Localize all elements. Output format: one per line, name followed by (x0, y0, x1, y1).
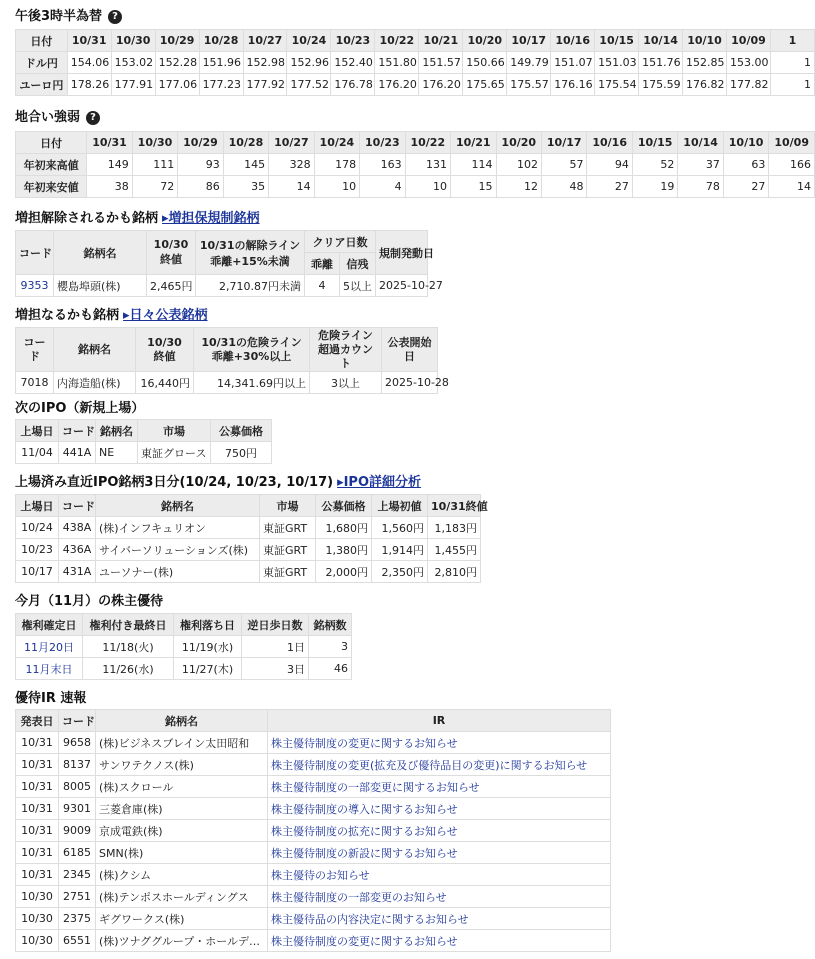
value-cell: 152.40 (331, 52, 375, 74)
table-row (16, 864, 611, 886)
value-cell: 175.54 (595, 74, 639, 96)
date-column-header: 10/30 (111, 30, 155, 52)
recent-ipo-table (15, 494, 488, 583)
yutai-month-table (15, 613, 352, 680)
link-cell[interactable] (268, 776, 611, 798)
table-row (16, 820, 611, 842)
header-row (16, 495, 481, 517)
zoutan-release-title: 増担解除されるかも銘柄 (15, 211, 159, 226)
value-cell: (株)ビジネスブレイン太田昭和 (96, 732, 268, 754)
date-column-header: 10/17 (541, 132, 586, 154)
value-cell: 102 (496, 154, 541, 176)
zoutan-maybe-section-title (15, 304, 208, 323)
value-cell: 436A (59, 539, 96, 561)
value-cell: 11/19(水) (174, 636, 242, 658)
value-cell: 10/31 (16, 864, 59, 886)
table-row (16, 561, 481, 583)
strength-title: 地合い強弱 (15, 110, 81, 125)
date-column-header: 10/20 (496, 132, 541, 154)
header-row (16, 614, 352, 636)
value-cell: 東証GRT (260, 561, 316, 583)
value-cell: 177.82 (727, 74, 771, 96)
link-cell[interactable] (16, 658, 83, 680)
value-cell: 15 (451, 176, 496, 198)
value-cell: 8137 (59, 754, 96, 776)
fx-title: 午後3時半為替 (15, 9, 103, 24)
date-column-header: 10/23 (360, 132, 405, 154)
value-cell: 152.98 (243, 52, 287, 74)
value-cell: 78 (678, 176, 723, 198)
recent-ipo-section-title (15, 471, 421, 490)
row-label: ドル円 (16, 52, 68, 74)
header-row (16, 420, 272, 442)
next-ipo-table (15, 419, 272, 464)
column-header: 市場 (138, 420, 211, 442)
column-header: 権利確定日 (16, 614, 83, 636)
column-header: 銘柄数 (309, 614, 352, 636)
column-header: コード (59, 710, 96, 732)
value-cell: 38 (87, 176, 132, 198)
stock-name-cell: 櫻島埠頭(株) (54, 275, 147, 297)
value-cell: 57 (541, 154, 586, 176)
column-header: 上場日 (16, 420, 59, 442)
value-cell: 177.23 (199, 74, 243, 96)
value-cell: 151.96 (199, 52, 243, 74)
fx-section-title (15, 5, 122, 24)
table-row (16, 442, 272, 464)
value-cell: 1,380円 (316, 539, 372, 561)
col-close: 10/30 終値 (136, 328, 194, 372)
value-cell: 175.59 (639, 74, 683, 96)
strength-section-title (15, 106, 100, 125)
value-cell: 152.96 (287, 52, 331, 74)
table-row (16, 74, 815, 96)
value-cell: 166 (769, 154, 815, 176)
value-cell: 10/30 (16, 930, 59, 952)
value-cell: 27 (587, 176, 632, 198)
value-cell: 11/26(水) (83, 658, 174, 680)
table-link[interactable]: 株主優待制度の新設に関するお知らせ (271, 846, 458, 860)
value-cell: 175.65 (463, 74, 507, 96)
date-column-header: 10/24 (287, 30, 331, 52)
value-cell: サンワテクノス(株) (96, 754, 268, 776)
column-header: 公募価格 (211, 420, 272, 442)
date-header: 日付 (16, 132, 87, 154)
value-cell: NE (96, 442, 138, 464)
value-cell: 52 (632, 154, 677, 176)
value-cell: 東証グロース (138, 442, 211, 464)
value-cell: 151.80 (375, 52, 419, 74)
value-cell: 1 (770, 74, 814, 96)
value-cell: 京成電鉄(株) (96, 820, 268, 842)
date-column-header: 10/14 (639, 30, 683, 52)
header-row (16, 30, 815, 52)
zoutan-maybe-title: 増担なるかも銘柄 (15, 308, 120, 323)
column-header: コード (59, 420, 96, 442)
date-column-header: 10/16 (587, 132, 632, 154)
value-cell: 152.85 (683, 52, 727, 74)
date-header: 日付 (16, 30, 68, 52)
value-cell: 48 (541, 176, 586, 198)
value-cell: 152.28 (155, 52, 199, 74)
table-link[interactable]: 株主優待制度の変更(拡充及び優待品目の変更)に関するお知らせ (271, 758, 588, 772)
value-cell: 1,455円 (428, 539, 481, 561)
value-cell: ユーソナー(株) (96, 561, 260, 583)
yutai-ir-section-title: 優待IR 速報 (15, 691, 87, 706)
stock-name-cell: 内海造船(株) (54, 372, 136, 394)
value-cell: (株)インフキュリオン (96, 517, 260, 539)
value-cell: 175.57 (507, 74, 551, 96)
value-cell: 114 (451, 154, 496, 176)
value-cell: 46 (309, 658, 352, 680)
value-cell: 93 (178, 154, 223, 176)
date-column-header: 10/15 (595, 30, 639, 52)
column-header: 銘柄名 (96, 495, 260, 517)
value-cell: 131 (405, 154, 450, 176)
date-column-header: 10/17 (507, 30, 551, 52)
col-clear-days: クリア日数 (305, 231, 376, 253)
table-row (16, 539, 481, 561)
value-cell: 177.52 (287, 74, 331, 96)
value-cell: 1,183円 (428, 517, 481, 539)
column-header: 銘柄名 (96, 710, 268, 732)
col-code: コード (16, 328, 54, 372)
shinzan-cell: 5以上 (340, 275, 376, 297)
link-cell[interactable] (268, 886, 611, 908)
value-cell: (株)クシム (96, 864, 268, 886)
table-row (16, 798, 611, 820)
value-cell: 328 (269, 154, 314, 176)
date-column-header: 10/27 (269, 132, 314, 154)
value-cell: 10 (314, 176, 359, 198)
value-cell: 10/31 (16, 820, 59, 842)
date-column-header: 10/29 (155, 30, 199, 52)
value-cell: 438A (59, 517, 96, 539)
col-exceed-count: 危険ライン 超過カウント (310, 328, 382, 372)
stock-code-cell[interactable] (16, 275, 54, 297)
value-cell: 10/24 (16, 517, 59, 539)
table-row (16, 275, 428, 297)
value-cell: 154.06 (67, 52, 111, 74)
value-cell: 441A (59, 442, 96, 464)
value-cell: 11/27(木) (174, 658, 242, 680)
value-cell: 151.76 (639, 52, 683, 74)
value-cell: 2,000円 (316, 561, 372, 583)
link-cell[interactable] (268, 842, 611, 864)
table-row (16, 754, 611, 776)
value-cell: 63 (723, 154, 768, 176)
value-cell: 14 (269, 176, 314, 198)
yutai-ir-table (15, 709, 611, 952)
column-header: 権利付き最終日 (83, 614, 174, 636)
table-link[interactable]: 11月20日 (24, 640, 74, 654)
table-row (16, 636, 352, 658)
value-cell: 2375 (59, 908, 96, 930)
value-cell: 72 (132, 176, 177, 198)
date-column-header: 10/10 (723, 132, 768, 154)
value-cell: 19 (632, 176, 677, 198)
table-link[interactable]: 株主優待制度の一部変更に関するお知らせ (271, 780, 480, 794)
table-row (16, 517, 481, 539)
value-cell: 1 (770, 52, 814, 74)
date-column-header: 10/23 (331, 30, 375, 52)
table-link[interactable]: 株主優待品の内容決定に関するお知らせ (271, 912, 469, 926)
row-label: 年初来高値 (16, 154, 87, 176)
value-cell: 東証GRT (260, 539, 316, 561)
value-cell: 27 (723, 176, 768, 198)
value-cell: 149.79 (507, 52, 551, 74)
date-column-header: 10/28 (223, 132, 268, 154)
value-cell: 86 (178, 176, 223, 198)
column-header: 上場日 (16, 495, 59, 517)
link-cell[interactable] (268, 798, 611, 820)
column-header: 公募価格 (316, 495, 372, 517)
table-row (16, 154, 815, 176)
date-column-header: 10/10 (683, 30, 727, 52)
value-cell: 9658 (59, 732, 96, 754)
zoutan-release-section-title (15, 207, 260, 226)
stock-code-link[interactable]: 9353 (20, 279, 49, 292)
value-cell: 12 (496, 176, 541, 198)
table-row (16, 842, 611, 864)
value-cell: 6551 (59, 930, 96, 952)
recent-ipo-title: 上場済み直近IPO銘柄3日分(10/24, 10/23, 10/17) (15, 475, 334, 490)
value-cell: 177.06 (155, 74, 199, 96)
table-row (16, 52, 815, 74)
value-cell: 10 (405, 176, 450, 198)
table-row (16, 732, 611, 754)
value-cell: 94 (587, 154, 632, 176)
table-link[interactable]: 株主優待制度の変更に関するお知らせ (271, 736, 458, 750)
date-column-header: 10/29 (178, 132, 223, 154)
value-cell: 177.92 (243, 74, 287, 96)
date-column-header: 10/22 (375, 30, 419, 52)
announce-date-cell: 2025-10-28 (382, 372, 438, 394)
value-cell: 11/04 (16, 442, 59, 464)
value-cell: 8005 (59, 776, 96, 798)
value-cell: 10/30 (16, 886, 59, 908)
date-column-header: 10/21 (451, 132, 496, 154)
release-line-cell: 2,710.87円未満 (196, 275, 305, 297)
value-cell: 10/31 (16, 754, 59, 776)
value-cell: 4 (360, 176, 405, 198)
date-column-header: 1 (770, 30, 814, 52)
value-cell: サイバーソリューションズ(株) (96, 539, 260, 561)
value-cell: 1日 (242, 636, 309, 658)
value-cell: 176.16 (551, 74, 595, 96)
link-cell[interactable] (268, 732, 611, 754)
col-code: コード (16, 231, 54, 275)
column-header: 逆日歩日数 (242, 614, 309, 636)
value-cell: 10/31 (16, 842, 59, 864)
value-cell: ギグワークス(株) (96, 908, 268, 930)
value-cell: 9301 (59, 798, 96, 820)
table-row (16, 930, 611, 952)
value-cell: 2345 (59, 864, 96, 886)
value-cell: 176.78 (331, 74, 375, 96)
value-cell: 6185 (59, 842, 96, 864)
value-cell: 145 (223, 154, 268, 176)
column-header: IR (268, 710, 611, 732)
link-cell[interactable] (16, 636, 83, 658)
value-cell: 10/31 (16, 732, 59, 754)
value-cell: 153.00 (727, 52, 771, 74)
value-cell: 10/17 (16, 561, 59, 583)
table-link[interactable]: 株主優待制度の変更に関するお知らせ (271, 934, 458, 948)
exceed-count-cell: 3以上 (310, 372, 382, 394)
kairi-cell: 4 (305, 275, 340, 297)
strength-table (15, 131, 815, 198)
help-icon[interactable]: ? (86, 111, 100, 125)
date-column-header: 10/14 (678, 132, 723, 154)
table-link[interactable]: 11月末日 (25, 662, 73, 676)
table-link[interactable]: 株主優待のお知らせ (271, 868, 370, 882)
value-cell: 2751 (59, 886, 96, 908)
danger-line-cell: 14,341.69円以上 (194, 372, 310, 394)
table-link[interactable]: 株主優待制度の拡充に関するお知らせ (271, 824, 458, 838)
value-cell: 163 (360, 154, 405, 176)
value-cell: 1,680円 (316, 517, 372, 539)
value-cell: 151.57 (419, 52, 463, 74)
value-cell: 1,914円 (372, 539, 428, 561)
col-close: 10/30 終値 (147, 231, 196, 275)
value-cell: 177.91 (111, 74, 155, 96)
fx-table (15, 29, 815, 96)
link-cell[interactable] (268, 930, 611, 952)
value-cell: 150.66 (463, 52, 507, 74)
date-column-header: 10/30 (132, 132, 177, 154)
link-cell[interactable] (268, 908, 611, 930)
date-column-header: 10/20 (463, 30, 507, 52)
table-row (16, 658, 352, 680)
zoutan-maybe-table (15, 327, 449, 394)
value-cell: 10/23 (16, 539, 59, 561)
col-start-date: 規制発動日 (376, 231, 428, 275)
link-cell[interactable] (268, 864, 611, 886)
date-column-header: 10/15 (632, 132, 677, 154)
col-kairi: 乖離 (305, 253, 340, 275)
value-cell: 176.20 (375, 74, 419, 96)
table-row (16, 176, 815, 198)
column-header: 権利落ち日 (174, 614, 242, 636)
value-cell: (株)テンポスホールディングス (96, 886, 268, 908)
column-header: 10/31終値 (428, 495, 481, 517)
col-name: 銘柄名 (54, 328, 136, 372)
value-cell: 2,350円 (372, 561, 428, 583)
value-cell: 10/30 (16, 908, 59, 930)
value-cell: 1,560円 (372, 517, 428, 539)
value-cell: 35 (223, 176, 268, 198)
table-link[interactable]: 株主優待制度の一部変更のお知らせ (271, 890, 447, 904)
value-cell: 3日 (242, 658, 309, 680)
zoutan-regulation-link[interactable]: ▸増担保規制銘柄 (162, 211, 260, 226)
value-cell: 3 (309, 636, 352, 658)
value-cell: 東証GRT (260, 517, 316, 539)
close-cell: 2,465円 (147, 275, 196, 297)
date-column-header: 10/24 (314, 132, 359, 154)
value-cell: 11/18(火) (83, 636, 174, 658)
date-column-header: 10/27 (243, 30, 287, 52)
date-column-header: 10/16 (551, 30, 595, 52)
col-danger-line: 10/31の危険ライン 乖離+30%以上 (194, 328, 310, 372)
value-cell: SMN(株) (96, 842, 268, 864)
col-announce-date: 公表開始日 (382, 328, 438, 372)
ipo-analysis-link[interactable]: ▸IPO詳細分析 (337, 475, 422, 490)
close-cell: 16,440円 (136, 372, 194, 394)
date-column-header: 10/22 (405, 132, 450, 154)
value-cell: 178.26 (67, 74, 111, 96)
date-column-header: 10/28 (199, 30, 243, 52)
value-cell: 9009 (59, 820, 96, 842)
date-column-header: 10/09 (769, 132, 815, 154)
column-header: 発表日 (16, 710, 59, 732)
value-cell: 37 (678, 154, 723, 176)
col-release-line: 10/31の解除ライン 乖離+15%未満 (196, 231, 305, 275)
value-cell: 750円 (211, 442, 272, 464)
table-row (16, 908, 611, 930)
stock-code-cell: 7018 (16, 372, 54, 394)
value-cell: 2,810円 (428, 561, 481, 583)
help-icon[interactable]: ? (108, 10, 122, 24)
value-cell: 10/31 (16, 798, 59, 820)
yutai-month-section-title: 今月（11月）の株主優待 (15, 594, 164, 609)
col-shinzan: 信残 (340, 253, 376, 275)
value-cell: 431A (59, 561, 96, 583)
date-column-header: 10/31 (67, 30, 111, 52)
value-cell: 151.03 (595, 52, 639, 74)
date-column-header: 10/09 (727, 30, 771, 52)
date-column-header: 10/31 (87, 132, 132, 154)
zoutan-release-table (15, 230, 443, 297)
daily-announce-link[interactable]: ▸日々公表銘柄 (123, 308, 208, 323)
value-cell: 176.20 (419, 74, 463, 96)
start-date-cell: 2025-10-27 (376, 275, 428, 297)
value-cell: 149 (87, 154, 132, 176)
column-header: 市場 (260, 495, 316, 517)
table-row (16, 372, 438, 394)
column-header: 上場初値 (372, 495, 428, 517)
value-cell: (株)スクロール (96, 776, 268, 798)
value-cell: 178 (314, 154, 359, 176)
table-row (16, 886, 611, 908)
col-name: 銘柄名 (54, 231, 147, 275)
link-cell[interactable] (268, 754, 611, 776)
header-row (16, 132, 815, 154)
header-row (16, 710, 611, 732)
row-label: 年初来安値 (16, 176, 87, 198)
column-header: コード (59, 495, 96, 517)
column-header: 銘柄名 (96, 420, 138, 442)
value-cell: (株)ツナググループ・ホールデ… (96, 930, 268, 952)
row-label: ユーロ円 (16, 74, 68, 96)
value-cell: 三菱倉庫(株) (96, 798, 268, 820)
value-cell: 176.82 (683, 74, 727, 96)
date-column-header: 10/21 (419, 30, 463, 52)
value-cell: 111 (132, 154, 177, 176)
next-ipo-section-title: 次のIPO（新規上場） (15, 401, 145, 416)
table-link[interactable]: 株主優待制度の導入に関するお知らせ (271, 802, 458, 816)
value-cell: 153.02 (111, 52, 155, 74)
value-cell: 151.07 (551, 52, 595, 74)
table-row (16, 776, 611, 798)
link-cell[interactable] (268, 820, 611, 842)
value-cell: 10/31 (16, 776, 59, 798)
value-cell: 14 (769, 176, 815, 198)
